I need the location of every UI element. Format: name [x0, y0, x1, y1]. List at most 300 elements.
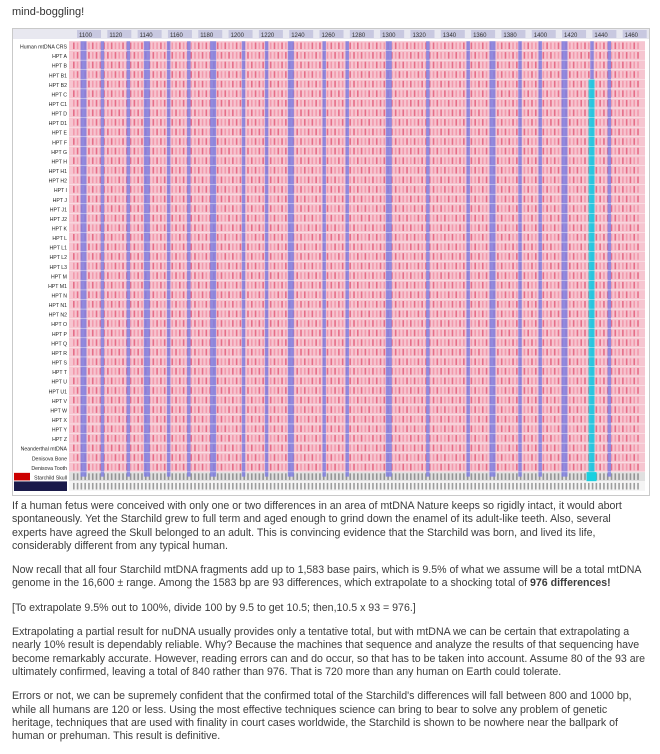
base-mark — [175, 234, 177, 241]
base-mark — [221, 90, 223, 97]
base-mark — [505, 186, 507, 193]
base-mark — [543, 253, 545, 260]
base-mark — [175, 148, 177, 155]
base-mark — [596, 129, 598, 136]
base-mark — [153, 291, 155, 298]
base-mark — [433, 244, 435, 251]
base-mark — [274, 52, 276, 59]
base-mark — [338, 100, 340, 107]
base-mark — [262, 196, 264, 203]
base-mark — [141, 253, 143, 260]
base-mark — [569, 311, 571, 318]
base-mark — [115, 62, 117, 69]
base-mark — [206, 90, 208, 97]
base-mark — [418, 339, 420, 346]
base-mark — [179, 215, 181, 222]
base-mark — [134, 100, 136, 107]
base-mark — [410, 224, 412, 231]
base-mark — [217, 339, 219, 346]
base-mark — [224, 291, 226, 298]
base-mark — [232, 148, 234, 155]
base-mark — [334, 43, 336, 50]
base-mark — [459, 320, 461, 327]
base-mark — [402, 62, 404, 69]
base-mark — [531, 234, 533, 241]
base-mark — [77, 52, 79, 59]
base-mark — [584, 330, 586, 337]
base-mark — [452, 196, 454, 203]
base-mark — [459, 291, 461, 298]
base-mark — [543, 100, 545, 107]
base-mark — [107, 81, 109, 88]
base-mark — [190, 272, 192, 279]
base-mark — [402, 110, 404, 117]
base-mark — [342, 272, 344, 279]
base-mark — [418, 349, 420, 356]
base-mark — [527, 129, 529, 136]
base-mark — [618, 81, 620, 88]
base-mark — [406, 339, 408, 346]
base-mark — [622, 52, 624, 59]
base-mark — [535, 196, 537, 203]
base-mark — [262, 311, 264, 318]
base-mark — [406, 224, 408, 231]
base-mark — [134, 119, 136, 126]
base-mark — [505, 148, 507, 155]
base-mark — [474, 349, 476, 356]
base-mark — [402, 320, 404, 327]
base-mark — [327, 234, 329, 241]
base-mark — [584, 138, 586, 145]
base-mark — [160, 148, 162, 155]
base-mark — [482, 52, 484, 59]
base-mark — [190, 186, 192, 193]
base-mark — [190, 244, 192, 251]
base-mark — [361, 301, 363, 308]
base-mark — [622, 272, 624, 279]
base-mark — [315, 196, 317, 203]
base-mark — [596, 339, 598, 346]
base-mark — [455, 119, 457, 126]
base-mark — [285, 282, 287, 289]
base-mark — [308, 71, 310, 78]
base-mark — [626, 186, 628, 193]
base-mark — [531, 167, 533, 174]
base-mark — [603, 71, 605, 78]
base-mark — [206, 81, 208, 88]
base-mark — [247, 291, 249, 298]
base-mark — [497, 330, 499, 337]
base-mark — [251, 320, 253, 327]
base-mark — [202, 263, 204, 270]
base-mark — [153, 320, 155, 327]
base-mark — [300, 224, 302, 231]
base-mark — [118, 244, 120, 251]
base-mark — [270, 234, 272, 241]
base-mark — [96, 311, 98, 318]
base-mark — [179, 100, 181, 107]
base-mark — [452, 234, 454, 241]
base-mark — [471, 244, 473, 251]
base-mark — [380, 244, 382, 251]
base-mark — [395, 311, 397, 318]
base-mark — [122, 52, 124, 59]
base-mark — [550, 330, 552, 337]
base-mark — [512, 148, 514, 155]
base-mark — [508, 43, 510, 50]
base-mark — [421, 81, 423, 88]
base-mark — [296, 215, 298, 222]
base-mark — [478, 119, 480, 126]
base-mark — [156, 263, 158, 270]
base-mark — [497, 157, 499, 164]
base-mark — [285, 330, 287, 337]
base-mark — [217, 138, 219, 145]
base-mark — [471, 196, 473, 203]
base-mark — [342, 330, 344, 337]
base-mark — [471, 129, 473, 136]
base-mark — [380, 138, 382, 145]
base-mark — [368, 157, 370, 164]
base-mark — [221, 224, 223, 231]
base-mark — [338, 291, 340, 298]
base-mark — [111, 196, 113, 203]
base-mark — [73, 90, 75, 97]
base-mark — [330, 196, 332, 203]
base-mark — [554, 90, 556, 97]
base-mark — [626, 138, 628, 145]
base-mark — [614, 234, 616, 241]
base-mark — [368, 291, 370, 298]
base-mark — [315, 253, 317, 260]
base-mark — [153, 301, 155, 308]
base-mark — [202, 272, 204, 279]
base-mark — [622, 330, 624, 337]
base-mark — [554, 110, 556, 117]
base-mark — [304, 234, 306, 241]
base-mark — [194, 253, 196, 260]
base-mark — [315, 129, 317, 136]
base-mark — [115, 186, 117, 193]
base-mark — [497, 81, 499, 88]
base-mark — [118, 349, 120, 356]
base-mark — [92, 234, 94, 241]
base-mark — [164, 43, 166, 50]
base-mark — [353, 71, 355, 78]
base-mark — [236, 215, 238, 222]
base-mark — [308, 186, 310, 193]
base-mark — [92, 224, 94, 231]
base-mark — [277, 349, 279, 356]
base-mark — [550, 43, 552, 50]
base-mark — [596, 291, 598, 298]
base-mark — [357, 244, 359, 251]
base-mark — [349, 320, 351, 327]
base-mark — [92, 263, 94, 270]
base-mark — [240, 62, 242, 69]
base-mark — [153, 90, 155, 97]
base-mark — [88, 339, 90, 346]
base-mark — [463, 205, 465, 212]
base-mark — [353, 138, 355, 145]
base-mark — [255, 52, 257, 59]
base-mark — [448, 272, 450, 279]
base-mark — [156, 43, 158, 50]
base-mark — [156, 71, 158, 78]
base-mark — [452, 52, 454, 59]
base-mark — [217, 244, 219, 251]
base-mark — [228, 90, 230, 97]
base-mark — [334, 62, 336, 69]
base-mark — [153, 110, 155, 117]
base-mark — [554, 186, 556, 193]
base-mark — [497, 282, 499, 289]
base-mark — [221, 349, 223, 356]
base-mark — [580, 339, 582, 346]
base-mark — [115, 71, 117, 78]
base-mark — [183, 253, 185, 260]
base-mark — [236, 205, 238, 212]
base-mark — [236, 52, 238, 59]
base-mark — [232, 349, 234, 356]
base-mark — [474, 119, 476, 126]
base-mark — [277, 196, 279, 203]
base-mark — [418, 138, 420, 145]
base-mark — [437, 205, 439, 212]
base-mark — [338, 349, 340, 356]
base-mark — [194, 52, 196, 59]
base-mark — [486, 62, 488, 69]
base-mark — [531, 272, 533, 279]
base-mark — [618, 215, 620, 222]
base-mark — [577, 129, 579, 136]
base-mark — [546, 167, 548, 174]
base-mark — [365, 234, 367, 241]
base-mark — [228, 62, 230, 69]
base-mark — [134, 234, 136, 241]
base-mark — [96, 282, 98, 289]
base-mark — [550, 311, 552, 318]
base-mark — [501, 282, 503, 289]
base-mark — [171, 282, 173, 289]
base-mark — [414, 234, 416, 241]
base-mark — [134, 129, 136, 136]
base-mark — [312, 167, 314, 174]
base-mark — [603, 100, 605, 107]
base-mark — [531, 100, 533, 107]
base-mark — [221, 205, 223, 212]
base-mark — [508, 320, 510, 327]
base-mark — [410, 253, 412, 260]
ruler-label: 1420 — [564, 33, 578, 39]
base-mark — [262, 263, 264, 270]
base-mark — [353, 148, 355, 155]
base-mark — [531, 81, 533, 88]
base-mark — [478, 301, 480, 308]
base-mark — [433, 157, 435, 164]
base-mark — [437, 43, 439, 50]
base-mark — [455, 263, 457, 270]
base-mark — [421, 215, 423, 222]
base-mark — [285, 138, 287, 145]
base-mark — [285, 129, 287, 136]
base-mark — [433, 148, 435, 155]
base-mark — [327, 148, 329, 155]
base-mark — [437, 272, 439, 279]
base-mark — [580, 81, 582, 88]
base-mark — [626, 71, 628, 78]
base-mark — [349, 291, 351, 298]
base-mark — [376, 62, 378, 69]
base-mark — [588, 62, 590, 69]
base-mark — [414, 196, 416, 203]
base-mark — [452, 349, 454, 356]
base-mark — [622, 301, 624, 308]
base-mark — [372, 349, 374, 356]
base-mark — [406, 205, 408, 212]
base-mark — [505, 282, 507, 289]
base-mark — [372, 62, 374, 69]
base-mark — [637, 110, 639, 117]
base-mark — [380, 282, 382, 289]
base-mark — [308, 138, 310, 145]
base-mark — [437, 177, 439, 184]
base-mark — [418, 272, 420, 279]
base-mark — [232, 196, 234, 203]
base-mark — [285, 291, 287, 298]
base-mark — [384, 196, 386, 203]
base-mark — [190, 320, 192, 327]
base-mark — [365, 320, 367, 327]
base-mark — [349, 138, 351, 145]
base-mark — [421, 186, 423, 193]
base-mark — [236, 291, 238, 298]
base-mark — [118, 148, 120, 155]
base-mark — [577, 43, 579, 50]
base-mark — [361, 177, 363, 184]
base-mark — [474, 71, 476, 78]
base-mark — [251, 196, 253, 203]
base-mark — [334, 253, 336, 260]
base-mark — [497, 311, 499, 318]
base-mark — [399, 138, 401, 145]
base-mark — [421, 272, 423, 279]
base-mark — [224, 234, 226, 241]
base-mark — [141, 81, 143, 88]
base-mark — [300, 301, 302, 308]
base-mark — [486, 110, 488, 117]
base-mark — [160, 119, 162, 126]
base-mark — [334, 282, 336, 289]
base-mark — [418, 263, 420, 270]
base-mark — [516, 129, 518, 136]
base-mark — [573, 272, 575, 279]
base-mark — [599, 52, 601, 59]
base-mark — [482, 186, 484, 193]
base-mark — [224, 138, 226, 145]
base-mark — [270, 81, 272, 88]
base-mark — [156, 339, 158, 346]
base-mark — [596, 177, 598, 184]
base-mark — [224, 62, 226, 69]
base-mark — [349, 282, 351, 289]
base-mark — [122, 205, 124, 212]
base-mark — [96, 52, 98, 59]
base-mark — [224, 129, 226, 136]
base-mark — [543, 244, 545, 251]
base-mark — [554, 282, 556, 289]
base-mark — [637, 301, 639, 308]
base-mark — [251, 157, 253, 164]
base-mark — [440, 186, 442, 193]
base-mark — [410, 119, 412, 126]
base-mark — [406, 138, 408, 145]
base-mark — [342, 52, 344, 59]
base-mark — [380, 253, 382, 260]
base-mark — [474, 263, 476, 270]
base-mark — [505, 71, 507, 78]
base-mark — [296, 119, 298, 126]
base-mark — [88, 90, 90, 97]
base-mark — [88, 138, 90, 145]
base-mark — [535, 311, 537, 318]
base-mark — [171, 320, 173, 327]
base-mark — [501, 253, 503, 260]
base-mark — [285, 253, 287, 260]
base-mark — [452, 129, 454, 136]
base-mark — [614, 196, 616, 203]
base-mark — [406, 282, 408, 289]
base-mark — [224, 339, 226, 346]
base-mark — [410, 196, 412, 203]
base-mark — [637, 224, 639, 231]
base-mark — [277, 263, 279, 270]
base-mark — [221, 272, 223, 279]
base-mark — [497, 177, 499, 184]
base-mark — [198, 320, 200, 327]
base-mark — [512, 119, 514, 126]
row-label: Human mtDNA CRS — [20, 44, 67, 51]
base-mark — [118, 71, 120, 78]
base-mark — [505, 263, 507, 270]
base-mark — [77, 215, 79, 222]
base-mark — [482, 205, 484, 212]
base-mark — [596, 205, 598, 212]
base-mark — [338, 320, 340, 327]
base-mark — [179, 119, 181, 126]
base-mark — [122, 186, 124, 193]
base-mark — [505, 81, 507, 88]
base-mark — [569, 330, 571, 337]
base-mark — [573, 224, 575, 231]
base-mark — [296, 311, 298, 318]
base-mark — [414, 52, 416, 59]
base-mark — [497, 339, 499, 346]
base-mark — [402, 43, 404, 50]
base-mark — [277, 253, 279, 260]
base-mark — [228, 52, 230, 59]
base-mark — [330, 224, 332, 231]
base-mark — [111, 339, 113, 346]
base-mark — [402, 349, 404, 356]
base-mark — [259, 138, 261, 145]
base-mark — [410, 157, 412, 164]
base-mark — [153, 272, 155, 279]
ruler-label: 1260 — [321, 33, 335, 39]
base-mark — [221, 330, 223, 337]
base-mark — [414, 177, 416, 184]
base-mark — [107, 330, 109, 337]
